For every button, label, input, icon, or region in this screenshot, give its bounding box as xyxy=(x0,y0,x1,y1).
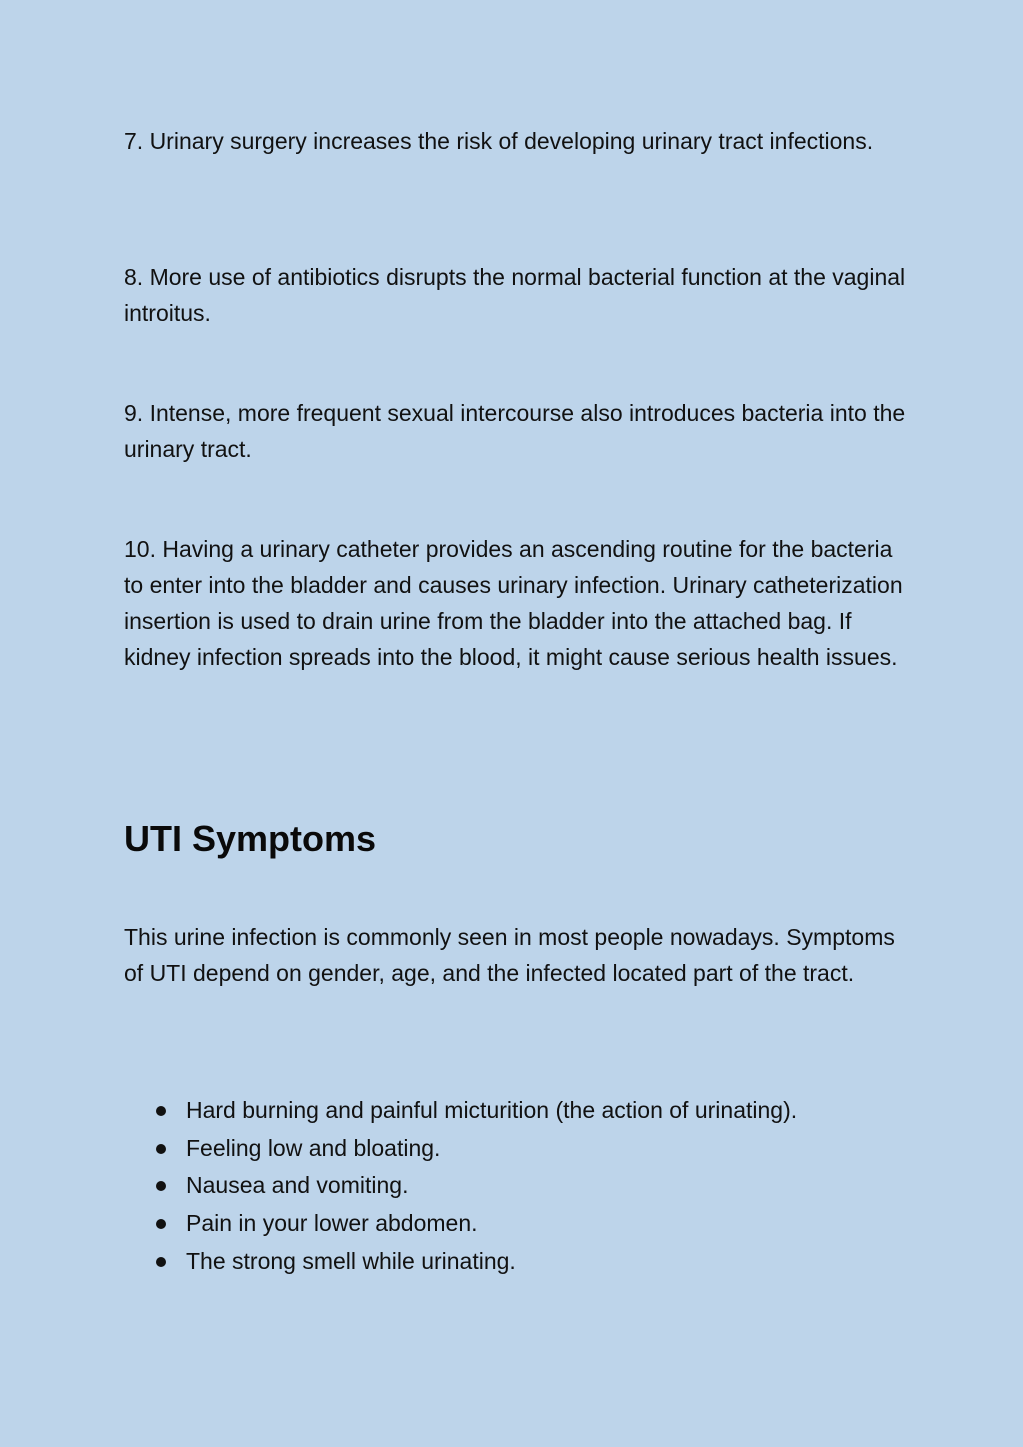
bullet-icon xyxy=(156,1257,166,1267)
list-item-text: Nausea and vomiting. xyxy=(186,1172,409,1199)
list-item-text: Pain in your lower abdomen. xyxy=(186,1210,478,1237)
paragraph-item-10: 10. Having a urinary catheter provides an ascending routine for the bacteria to enter into the bladder and causes urinary infection. Urinary catheterization insertion is used to drain urine from the bladder into the attached bag. If kidney infection spreads into the blood, it might cause serious health issues. xyxy=(124,536,903,670)
bullet-icon xyxy=(156,1181,166,1191)
list-item-text: Hard burning and painful micturition (the action of urinating). xyxy=(186,1097,798,1123)
list-item xyxy=(124,1130,914,1168)
list-item-text: The strong smell while urinating. xyxy=(186,1247,516,1274)
bullet-icon xyxy=(156,1144,166,1154)
paragraph-item-9: 9. Intense, more frequent sexual intercourse also introduces bacteria into the urinary tract. xyxy=(124,400,906,462)
list-item xyxy=(124,1243,914,1281)
list-item xyxy=(124,1167,914,1205)
section-heading: UTI Symptoms xyxy=(124,818,377,859)
symptoms-list xyxy=(124,1092,914,1281)
list-item-text: Feeling low and bloating. xyxy=(186,1134,441,1161)
paragraph-item-7: 7. Urinary surgery increases the risk of developing urinary tract infections. xyxy=(124,128,874,154)
bullet-icon xyxy=(156,1106,166,1116)
section-intro: This urine infection is commonly seen in most people nowadays. Symptoms of UTI depend on gender, age, and the infected located part of the tract. xyxy=(124,924,895,986)
list-item xyxy=(124,1205,914,1243)
paragraph-item-8: 8. More use of antibiotics disrupts the normal bacterial function at the vaginal introitus. xyxy=(124,264,906,326)
bullet-icon xyxy=(156,1219,166,1229)
list-item xyxy=(124,1092,914,1130)
